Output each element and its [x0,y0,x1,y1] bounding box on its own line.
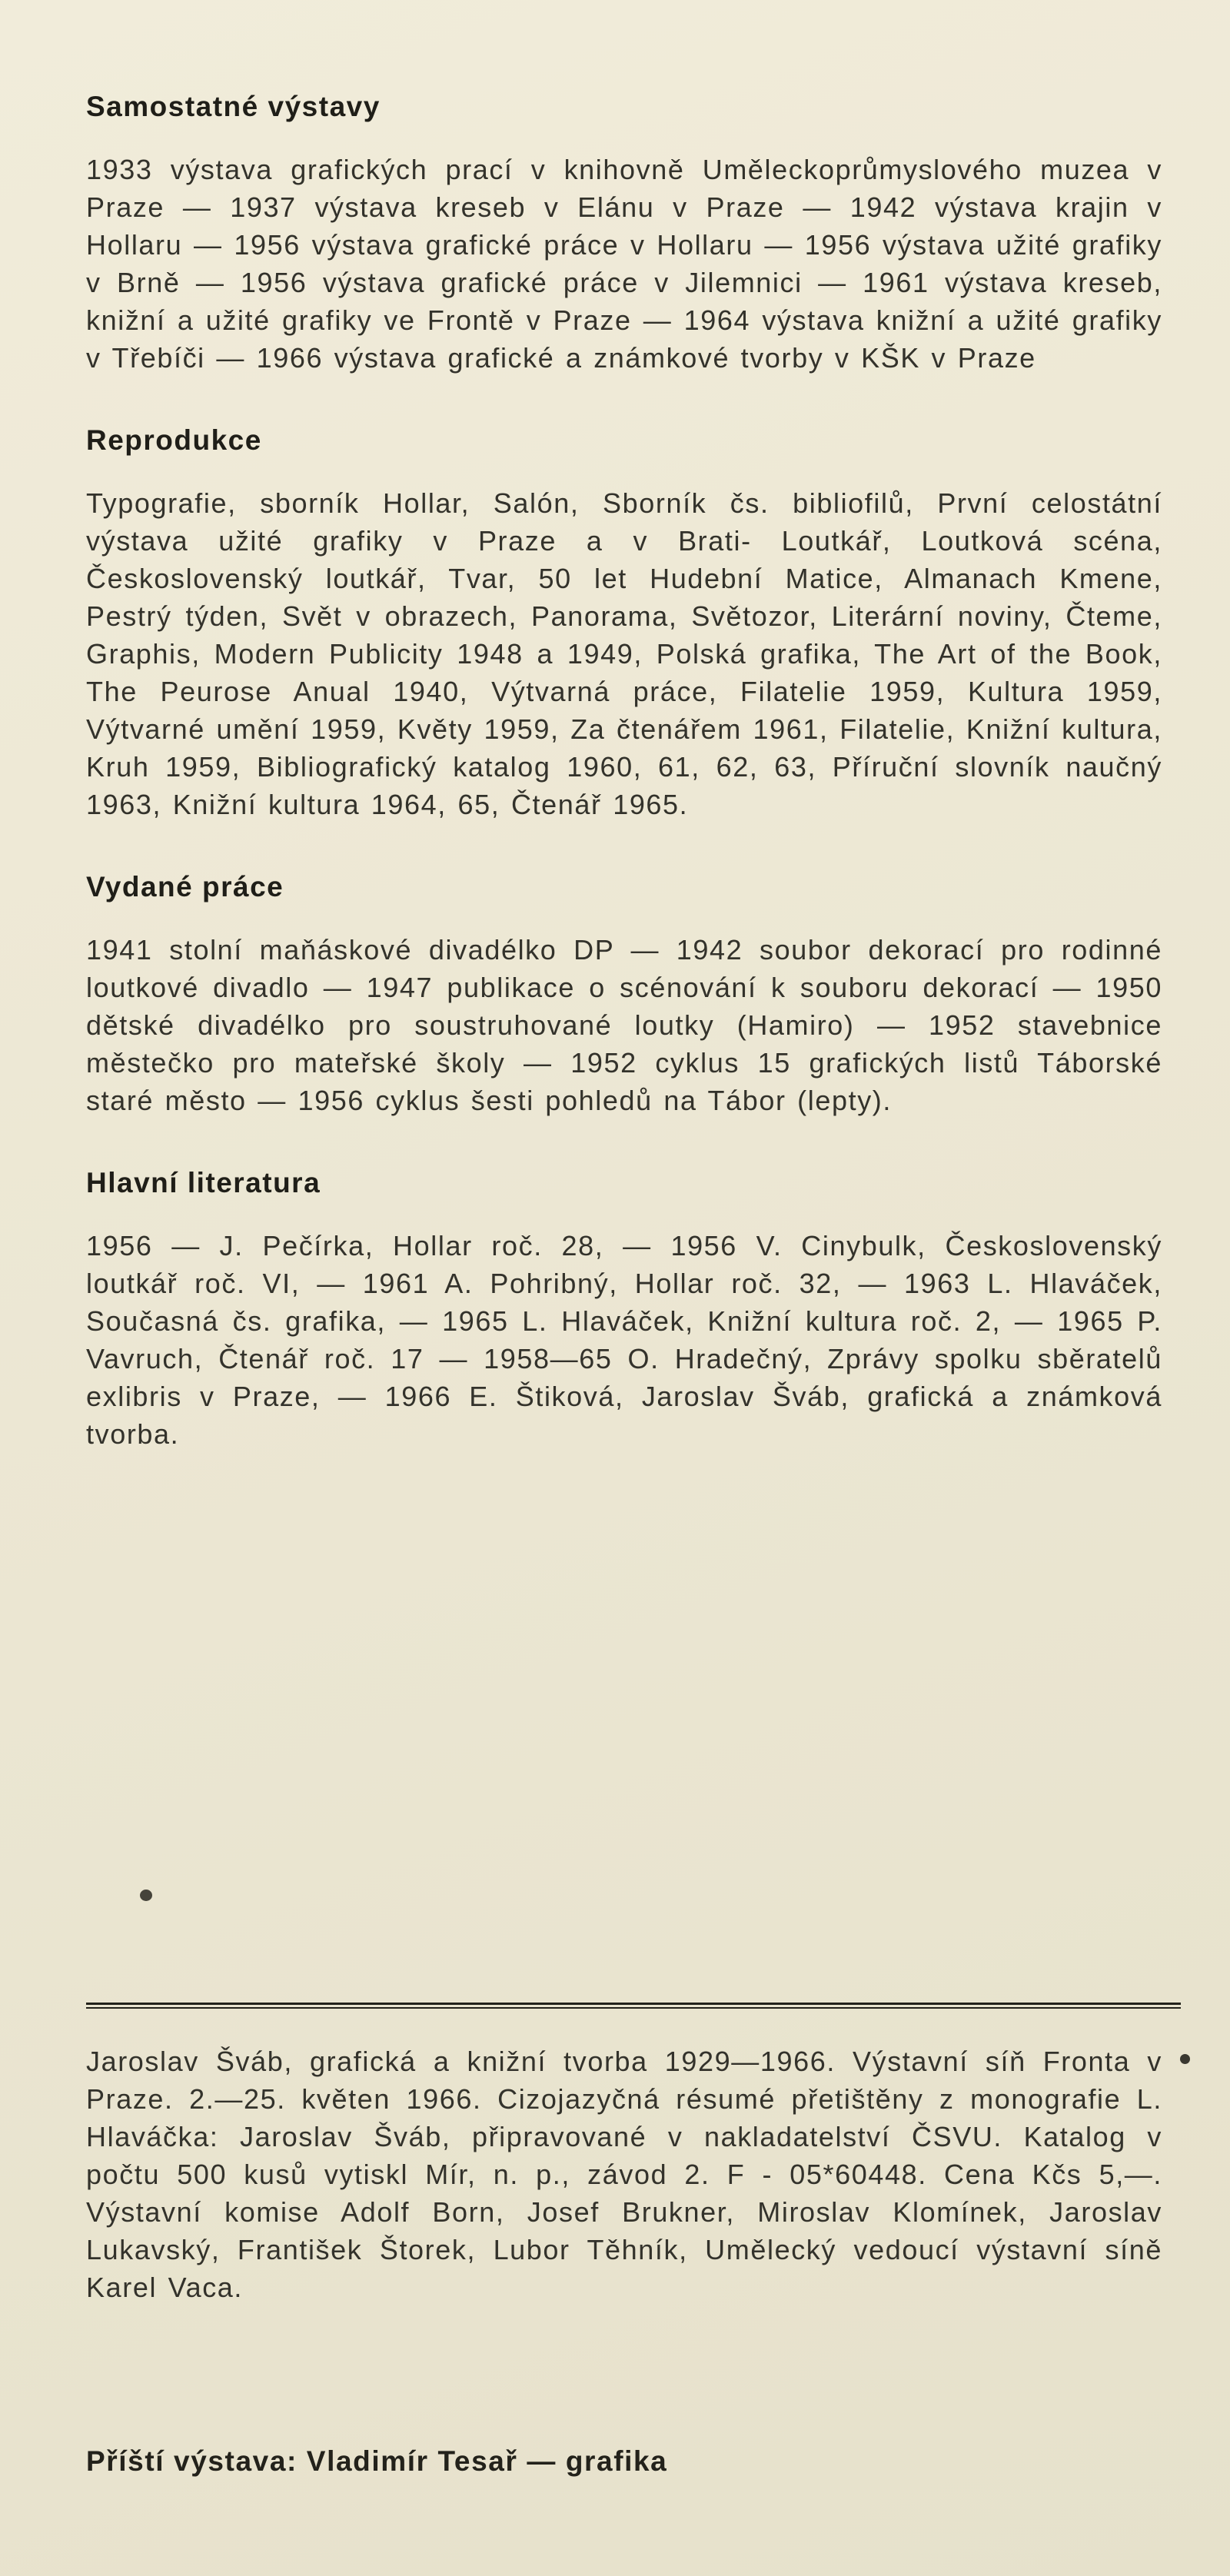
next-exhibition-line: Příští výstava: Vladimír Tesař — grafika [86,2445,668,2477]
section-body-samostatne-vystavy: 1933 výstava grafických prací v knihovně Uměleckoprůmyslového muzea v Praze — 1937 výstava kreseb v Elánu v Praze — 1942 výstava krajin v Hollaru — 1956 výstava grafické práce v Hollaru — 1956 výstava užité grafiky v Brně — 1956 výstava grafické práce v Jilemnici — 1961 výstava kreseb, knižní a užité grafiky ve Frontě v Praze — 1964 výstava knižní a užité grafiky v Třebíči — 1966 výstava grafické a známkové tvorby v KŠK v Praze [86,154,1162,374]
section-body-reprodukce: Typografie, sborník Hollar, Salón, Sborník čs. bibliofilů, První celostátní výstava užité grafiky v Praze a v Brati- Loutkář, Loutková scéna, Československý loutkář, Tvar, 50 let Hudební Matice, Almanach Kmene, Pestrý týden, Svět v obrazech, Panorama, Světozor, Literární noviny, Čteme, Graphis, Modern Publicity 1948 a 1949, Polská grafika, The Art of the Book, The Peurose Anual 1940, Výtvarná práce, Filatelie 1959, Kultura 1959, Výtvarné umění 1959, Květy 1959, Za čtenářem 1961, Filatelie, Knižní kultura, Kruh 1959, Bibliografický katalog 1960, 61, 62, 63, Příruční slovník naučný 1963, Knižní kultura 1964, 65, Čtenář 1965. [86,487,1162,820]
ornament-dot-right [1180,2054,1190,2064]
section-hlavni-literatura [86,1167,1162,1453]
section-reprodukce [86,424,1162,823]
section-vydane-prace [86,871,1162,1119]
section-body-vydane-prace: 1941 stolní maňáskové divadélko DP — 1942 soubor dekorací pro rodinné loutkové divadlo — 1947 publikace o scénování k souboru dekorací — 1950 dětské divadélko pro soustruhované loutky (Hamiro) — 1952 stavebnice městečko pro mateřské školy — 1952 cyklus 15 grafických listů Táborské staré město — 1956 cyklus šesti pohledů na Tábor (lepty). [86,934,1162,1116]
colophon-text: Jaroslav Šváb, grafická a knižní tvorba 1929—1966. Výstavní síň Fronta v Praze. 2.—25. květen 1966. Cizojazyčná résumé přetištěny z monografie L. Hlaváčka: Jaroslav Šváb, připravované v nakladatelství ČSVU. Katalog v počtu 500 kusů vytiskl Mír, n. p., závod 2. F - 05*60448. Cena Kčs 5,—. Výstavní komise Adolf Born, Josef Brukner, Miroslav Klomínek, Jaroslav Lukavský, František Štorek, Lubor Těhník, Umělecký vedoucí výstavní síně Karel Vaca. [86,2046,1162,2303]
colophon-block [86,2003,1162,2478]
divider-rule [86,2003,1181,2009]
section-body-hlavni-literatura: 1956 — J. Pečírka, Hollar roč. 28, — 1956 V. Cinybulk, Československý loutkář roč. VI, — 1961 A. Pohribný, Hollar roč. 32, — 1963 L. Hlaváček, Současná čs. grafika, — 1965 L. Hlaváček, Knižní kultura roč. 2, — 1965 P. Vavruch, Čtenář roč. 17 — 1958—65 O. Hradečný, Zprávy spolku sběratelů exlibris v Praze, — 1966 E. Štiková, Jaroslav Šváb, grafická a známková tvorba. [86,1230,1162,1450]
section-samostatne-vystavy [86,91,1162,377]
section-heading-samostatne-vystavy: Samostatné výstavy [86,91,381,122]
ornament-dot-left [140,1890,152,1901]
section-heading-hlavni-literatura: Hlavní literatura [86,1167,321,1198]
section-heading-reprodukce: Reprodukce [86,424,262,456]
section-heading-vydane-prace: Vydané práce [86,871,284,902]
